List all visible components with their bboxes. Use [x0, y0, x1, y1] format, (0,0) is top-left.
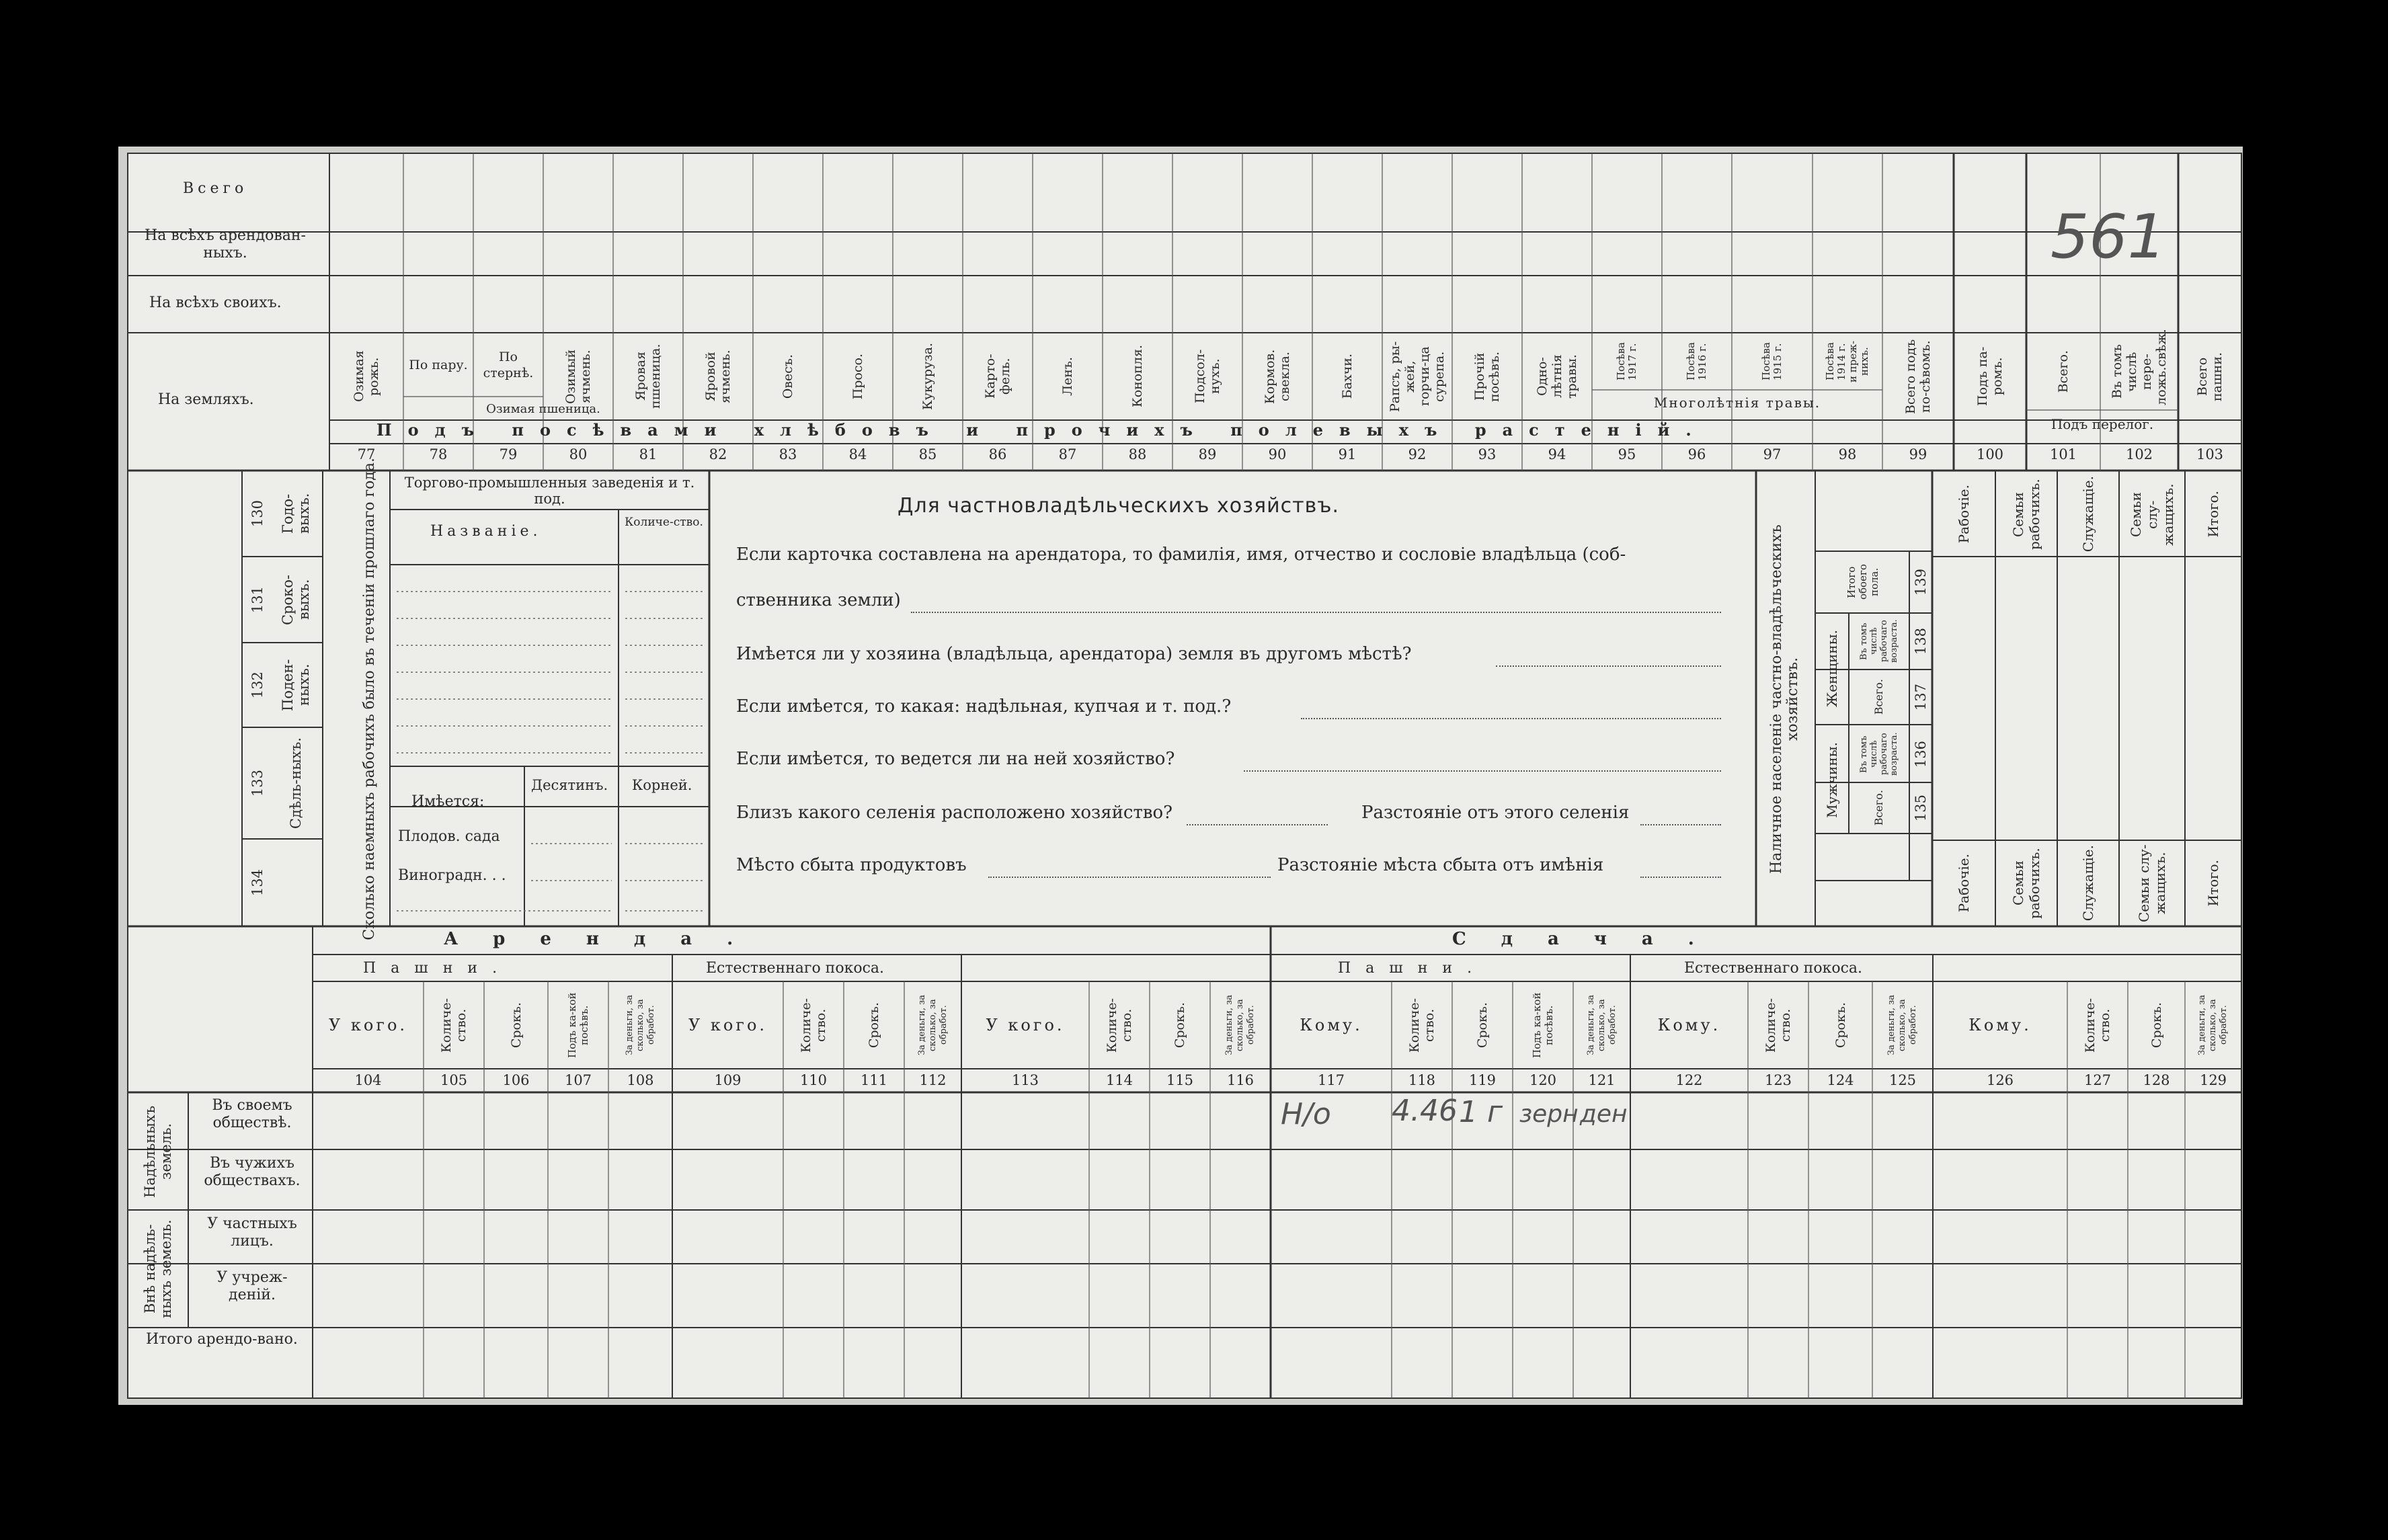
bottom-col-number-105: 105	[440, 1072, 468, 1088]
column-number-79: 79	[499, 446, 518, 462]
worker-label-131: Сроко-выхъ.	[280, 574, 312, 625]
handwritten-120: зерн	[1519, 1100, 1579, 1128]
column-label-88: Конопля.	[1130, 345, 1145, 408]
worker-label-132: Поден-ныхъ.	[280, 659, 312, 711]
question-land-type: Если имѣется, то какая: надѣльная, купчая и т. под.?	[736, 696, 1232, 717]
bottom-col-head-128	[2128, 983, 2185, 1067]
population-number-cell-137	[1911, 670, 1931, 725]
bottom-col-label-111: Срокъ.	[867, 1002, 881, 1049]
column-label-82: Яровой ячмень.	[703, 350, 733, 403]
column-number-78: 78	[429, 446, 448, 462]
column-number-86: 86	[988, 446, 1007, 462]
bottom-col-head-116	[1210, 983, 1271, 1067]
women-total: Всего.	[1872, 679, 1885, 715]
column-number-90: 90	[1268, 446, 1287, 462]
column-label-91: Бахчи.	[1340, 354, 1355, 399]
column-header-98	[1813, 336, 1882, 387]
orchard-label: Плодов. сада	[398, 828, 500, 845]
column-header-78	[403, 336, 473, 394]
group-fallow: Подъ перелог.	[2051, 416, 2154, 432]
column-label-86: Карто-фель.	[983, 354, 1012, 399]
vineyard-label: Виноградн. . .	[398, 867, 506, 884]
bottom-col-number-124: 124	[1827, 1072, 1854, 1088]
question-village: Близъ какого селенія расположено хозяйство?	[736, 803, 1173, 823]
bottom-col-number-106: 106	[502, 1072, 530, 1088]
bottom-col-label-113: У кого.	[986, 1016, 1065, 1035]
column-number-102: 102	[2125, 446, 2153, 462]
column-number-92: 92	[1408, 446, 1427, 462]
worker-number-133: 133	[249, 769, 266, 797]
bottom-col-number-116: 116	[1226, 1072, 1255, 1088]
population-number-135: 135	[1913, 794, 1929, 822]
row-label-total: Всего	[183, 180, 248, 197]
population-number-136: 136	[1913, 740, 1929, 768]
right-col-bottom-label-0: Рабочіе.	[1956, 854, 1972, 913]
arenda-pokos: Естественнаго покоса.	[706, 960, 885, 977]
column-header-94	[1522, 336, 1592, 417]
group-perennial-grasses: Многолѣтнія травы.	[1653, 395, 1821, 411]
question-farming: Если имѣется, то ведется ли на ней хозяйство?	[736, 749, 1175, 769]
column-header-99	[1882, 336, 1954, 417]
bottom-col-head-125	[1872, 983, 1933, 1067]
bottom-col-label-108: За деньги, за сколько, за обработ.	[624, 995, 656, 1056]
bottom-col-label-129: За деньги, за сколько, за обработ.	[2197, 995, 2229, 1056]
column-label-96: Посѣва 1916 г.	[1685, 342, 1708, 381]
bottom-col-number-114: 114	[1105, 1072, 1133, 1088]
handwritten-118: 4.46	[1392, 1094, 1458, 1128]
column-number-94: 94	[1548, 446, 1566, 462]
column-header-82	[683, 336, 753, 417]
bottom-col-label-105: Количе-ство.	[439, 998, 469, 1053]
worker-number-132: 132	[249, 671, 266, 699]
bottom-col-number-115: 115	[1166, 1072, 1194, 1088]
column-header-89	[1172, 336, 1242, 417]
right-col-bottom-label-4: Итого.	[2205, 860, 2221, 907]
bottom-col-label-121: За деньги, за сколько, за обработ.	[1585, 995, 1618, 1056]
column-label-79: По стернѣ.	[483, 350, 534, 380]
right-col-top-1	[1995, 474, 2057, 555]
worker-number-cell-132	[243, 643, 272, 727]
column-header-103	[2178, 336, 2241, 417]
column-label-81: Яровая пшеница.	[633, 343, 663, 409]
worker-number-134: 134	[249, 868, 266, 897]
question-market: Мѣсто сбыта продуктовъ	[736, 855, 967, 875]
bottom-col-head-124	[1808, 983, 1872, 1067]
bottom-col-head-129	[2185, 983, 2241, 1067]
column-label-100: Подъ па-ромъ.	[1975, 346, 2005, 407]
column-number-83: 83	[779, 446, 797, 462]
trade-name-header: Названіе.	[430, 523, 542, 540]
column-header-95	[1592, 336, 1662, 387]
right-col-bottom-label-1: Семьи рабочихъ.	[2010, 848, 2042, 919]
bottom-col-head-112	[904, 983, 961, 1067]
right-col-top-label-0: Рабочіе.	[1956, 485, 1972, 544]
bottom-col-label-115: Срокъ.	[1172, 1002, 1187, 1049]
column-label-102: Въ томъ числѣ пере-ложь.свѣж.	[2110, 329, 2169, 405]
bottom-col-number-113: 113	[1011, 1072, 1039, 1088]
bottom-col-label-127: Количе-ство.	[2083, 998, 2112, 1053]
column-label-90: Кормов. свекла.	[1263, 349, 1292, 404]
population-title: Наличное населеніе частно-владѣльческихъ хозяйствъ.	[1768, 524, 1801, 874]
right-col-bottom-0	[1932, 842, 1995, 925]
column-header-86	[963, 336, 1033, 417]
arenda-pashni: Пашни.	[363, 960, 512, 977]
desyatin-header: Десятинъ.	[531, 777, 608, 793]
nadel-label: Надѣльныхъ земель.	[142, 1104, 174, 1198]
row-other-communities: Въ чужихъ обществахъ.	[204, 1155, 301, 1189]
bottom-col-head-122	[1630, 983, 1748, 1067]
bottom-col-head-126	[1933, 983, 2067, 1067]
bottom-col-number-107: 107	[564, 1072, 592, 1088]
right-col-top-2	[2057, 474, 2119, 555]
bottom-col-head-127	[2067, 983, 2128, 1067]
right-col-bottom-label-2: Служащіе.	[2080, 845, 2096, 922]
column-label-92: Рапсъ, ры-жей, горчи-ца сурепа.	[1388, 341, 1447, 412]
bottom-col-label-107: Подъ ка-кой посѣвъ.	[566, 992, 590, 1058]
right-col-top-label-2: Служащіе.	[2080, 476, 2096, 553]
worker-label-133: Сдѣль-ныхъ.	[288, 737, 304, 829]
column-number-81: 81	[639, 446, 658, 462]
bottom-col-number-109: 109	[714, 1072, 742, 1088]
worker-number-130: 130	[249, 499, 266, 528]
bottom-col-number-125: 125	[1888, 1072, 1917, 1088]
bottom-col-head-117	[1271, 983, 1392, 1067]
row-label-own: На всѣхъ своихъ.	[149, 294, 282, 311]
population-number-cell-135	[1911, 782, 1931, 834]
handwritten-119: 1 г	[1459, 1095, 1503, 1129]
population-number-cell-136	[1911, 726, 1931, 782]
question-other-land: Имѣется ли у хозяина (владѣльца, арендатора) земля въ другомъ мѣстѣ?	[736, 644, 1412, 664]
bottom-col-head-113	[961, 983, 1089, 1067]
bottom-col-head-110	[783, 983, 844, 1067]
has-label: Имѣется:	[411, 793, 485, 810]
column-label-77: Озимая рожь.	[352, 350, 381, 403]
bottom-col-head-104	[313, 983, 424, 1067]
bottom-col-head-118	[1392, 983, 1452, 1067]
row-private-persons: У частныхъ лицъ.	[207, 1215, 297, 1250]
trade-qty-header: Количе-ство.	[625, 516, 703, 529]
bottom-col-head-119	[1452, 983, 1513, 1067]
column-label-85: Кукуруза.	[920, 342, 935, 410]
worker-number-131: 131	[249, 585, 266, 614]
population-number-139: 139	[1913, 568, 1929, 596]
sdacha-pokos: Естественнаго покоса.	[1684, 960, 1863, 977]
workers-question: Сколько наемныхъ рабочихъ было въ теченіи прошлаго года.	[361, 458, 378, 940]
row-label-rented: На всѣхъ арендован-ныхъ.	[145, 227, 306, 261]
bottom-col-number-123: 123	[1764, 1072, 1792, 1088]
column-label-93: Прочій посѣвъ.	[1472, 351, 1502, 402]
bottom-col-number-119: 119	[1468, 1072, 1497, 1088]
arenda-title: Аренда.	[444, 929, 768, 949]
population-number-cell-139	[1911, 551, 1931, 613]
column-number-99: 99	[1909, 446, 1927, 462]
bottom-col-number-117: 117	[1317, 1072, 1345, 1088]
bottom-col-head-115	[1150, 983, 1210, 1067]
worker-number-cell-133	[243, 727, 272, 839]
right-col-top-label-4: Итого.	[2205, 491, 2221, 538]
worker-type-130	[272, 471, 319, 557]
bottom-col-number-128: 128	[2143, 1072, 2170, 1088]
right-col-bottom-label-3: Семьи слу-жащихъ.	[2136, 844, 2168, 922]
women-working-age: Въ томъ числѣ рабочаго возраста.	[1859, 619, 1899, 663]
worker-type-133	[272, 727, 319, 839]
bottom-col-number-111: 111	[860, 1072, 888, 1088]
korney-header: Корней.	[632, 777, 692, 793]
bottom-col-number-110: 110	[799, 1072, 828, 1088]
column-header-91	[1312, 336, 1382, 417]
column-label-94: Одно-лѣтнія травы.	[1535, 354, 1579, 399]
column-label-84: Просо.	[850, 353, 865, 400]
question-owner-cont: ственника земли)	[736, 590, 901, 610]
bottom-col-label-125: За деньги, за сколько, за обработ.	[1886, 995, 1918, 1056]
bottom-col-label-126: Кому.	[1968, 1016, 2032, 1035]
column-number-77: 77	[357, 446, 376, 462]
right-col-top-0	[1932, 474, 1995, 555]
column-label-87: Ленъ.	[1060, 357, 1075, 396]
sdacha-pashni: Пашни.	[1338, 960, 1487, 977]
bottom-col-number-104: 104	[354, 1072, 382, 1088]
worker-number-cell-131	[243, 557, 272, 643]
row-own-community: Въ своемъ обществѣ.	[212, 1097, 292, 1131]
men-working-age: Въ томъ числѣ рабочаго возраста.	[1859, 732, 1899, 776]
both-sexes-total: Итого обоего пола.	[1845, 564, 1880, 600]
column-number-98: 98	[1838, 446, 1857, 462]
right-col-bottom-3	[2119, 842, 2185, 925]
column-number-87: 87	[1058, 446, 1077, 462]
group-winter-wheat: Озимая пшеница.	[486, 402, 600, 416]
right-col-bottom-4	[2185, 842, 2241, 925]
population-number-138: 138	[1913, 627, 1929, 655]
bottom-col-label-117: Кому.	[1300, 1016, 1363, 1035]
worker-number-cell-130	[243, 471, 272, 557]
handwritten-121: ден	[1580, 1100, 1628, 1128]
worker-type-131	[272, 557, 319, 643]
column-number-97: 97	[1763, 446, 1782, 462]
column-label-78: По пару.	[409, 358, 468, 372]
population-number-cell-138	[1911, 613, 1931, 670]
bottom-col-label-104: У кого.	[328, 1016, 408, 1035]
column-number-103: 103	[2196, 446, 2224, 462]
bottom-col-head-109	[672, 983, 783, 1067]
column-header-100	[1954, 336, 2026, 417]
page-number-stamp: 561	[2051, 202, 2166, 272]
right-col-top-label-1: Семьи рабочихъ.	[2010, 479, 2042, 550]
population-number-137: 137	[1913, 683, 1929, 711]
column-label-103: Всего пашни.	[2195, 352, 2225, 401]
bottom-col-label-128: Срокъ.	[2149, 1002, 2164, 1049]
column-number-84: 84	[848, 446, 867, 462]
bottom-col-number-129: 129	[2199, 1072, 2227, 1088]
column-number-96: 96	[1687, 446, 1706, 462]
bottom-col-label-112: За деньги, за сколько, за обработ.	[916, 995, 949, 1056]
right-col-bottom-2	[2057, 842, 2119, 925]
bottom-col-head-123	[1748, 983, 1808, 1067]
men-label: Мужчины.	[1824, 741, 1840, 818]
bottom-col-label-122: Кому.	[1657, 1016, 1721, 1035]
bottom-col-label-118: Количе-ство.	[1407, 998, 1437, 1053]
question-market-distance: Разстояніе мѣста сбыта отъ имѣнія	[1277, 855, 1604, 875]
column-header-85	[893, 336, 963, 417]
right-col-top-label-3: Семьи слу-жащихъ.	[2128, 483, 2176, 546]
right-col-top-3	[2119, 474, 2185, 555]
column-header-83	[753, 336, 823, 417]
handwritten-117: Н/о	[1281, 1097, 1331, 1131]
column-header-81	[613, 336, 683, 417]
bottom-col-head-106	[484, 983, 548, 1067]
column-label-83: Овесъ.	[781, 354, 795, 399]
column-header-92	[1382, 336, 1452, 417]
column-label-97: Посѣва 1915 г.	[1760, 342, 1784, 381]
column-label-80: Озимый ячмень.	[563, 349, 593, 404]
right-col-bottom-1	[1995, 842, 2057, 925]
column-label-89: Подсол-нухъ.	[1193, 349, 1222, 404]
column-header-101	[2026, 336, 2100, 407]
bottom-col-number-126: 126	[1986, 1072, 2014, 1088]
column-number-85: 85	[918, 446, 937, 462]
bottom-col-head-105	[424, 983, 484, 1067]
column-header-84	[823, 336, 893, 417]
row-total-rented: Итого арендо-вано.	[146, 1331, 298, 1348]
bottom-col-head-108	[608, 983, 672, 1067]
column-number-82: 82	[709, 446, 727, 462]
worker-type-132	[272, 643, 319, 727]
column-header-88	[1103, 336, 1172, 417]
bottom-col-number-127: 127	[2083, 1072, 2112, 1088]
worker-label-130: Годо-выхъ.	[280, 493, 312, 534]
bottom-col-label-124: Срокъ.	[1833, 1002, 1848, 1049]
column-label-99: Всего подъ по-сѣвомъ.	[1903, 339, 1933, 414]
bottom-col-label-106: Срокъ.	[508, 1002, 524, 1049]
bottom-col-head-107	[548, 983, 608, 1067]
right-col-top-4	[2185, 474, 2241, 555]
column-number-93: 93	[1478, 446, 1497, 462]
bottom-col-number-118: 118	[1408, 1072, 1436, 1088]
worker-type-134	[272, 839, 319, 926]
bottom-col-number-122: 122	[1675, 1072, 1703, 1088]
bottom-col-label-123: Количе-ство.	[1763, 998, 1793, 1053]
column-header-96	[1662, 336, 1732, 387]
column-number-100: 100	[1976, 446, 2004, 462]
bottom-col-label-120: Подъ ка-кой посѣвъ.	[1531, 992, 1555, 1058]
banner-sowings: Подъ посѣвами хлѣбовъ и прочихъ полевыхъ растеній.	[376, 420, 1708, 440]
bottom-col-number-108: 108	[627, 1072, 654, 1088]
women-label: Женщины.	[1824, 630, 1840, 708]
column-number-95: 95	[1618, 446, 1636, 462]
column-header-97	[1732, 336, 1813, 387]
column-number-88: 88	[1128, 446, 1147, 462]
column-number-80: 80	[569, 446, 588, 462]
bottom-col-number-112: 112	[919, 1072, 947, 1088]
row-institutions: У учреж-деній.	[216, 1269, 288, 1303]
vne-nadel-label: Внѣ надѣль-ныхъ земель.	[142, 1219, 174, 1318]
bottom-col-head-111	[844, 983, 904, 1067]
column-header-93	[1452, 336, 1522, 417]
column-label-98: Посѣва 1914 г. и преж-нихъ.	[1824, 340, 1870, 383]
bottom-col-label-109: У кого.	[688, 1016, 768, 1035]
bottom-col-head-114	[1089, 983, 1150, 1067]
column-header-77	[329, 336, 403, 417]
column-number-91: 91	[1338, 446, 1357, 462]
column-number-101: 101	[2049, 446, 2077, 462]
column-header-87	[1033, 336, 1103, 417]
bottom-col-label-119: Срокъ.	[1475, 1002, 1490, 1049]
column-header-90	[1242, 336, 1312, 417]
worker-number-cell-134	[243, 839, 272, 926]
men-total: Всего.	[1872, 790, 1885, 826]
question-village-distance: Разстояніе отъ этого селенія	[1361, 803, 1630, 823]
bottom-col-label-116: За деньги, за сколько, за обработ.	[1224, 995, 1256, 1056]
trade-title: Торгово-промышленныя заведенія и т. под.	[404, 475, 695, 507]
bottom-col-label-110: Количе-ство.	[799, 998, 828, 1053]
row-label-lands: На земляхъ.	[158, 391, 254, 408]
question-owner: Если карточка составлена на арендатора, то фамилія, имя, отчество и сословіе владѣльца (соб-	[736, 544, 1626, 565]
bottom-col-head-121	[1573, 983, 1630, 1067]
sdacha-title: Сдача.	[1452, 929, 1729, 949]
bottom-col-label-114: Количе-ство.	[1105, 998, 1134, 1053]
column-header-79	[473, 336, 543, 394]
column-label-95: Посѣва 1917 г.	[1615, 342, 1638, 381]
private-title: Для частновладѣльческихъ хозяйствъ.	[898, 494, 1340, 518]
bottom-col-number-120: 120	[1529, 1072, 1557, 1088]
column-label-101: Всего.	[2056, 350, 2071, 393]
column-number-89: 89	[1198, 446, 1217, 462]
bottom-col-number-121: 121	[1588, 1072, 1616, 1088]
bottom-col-head-120	[1513, 983, 1573, 1067]
column-header-102	[2100, 329, 2178, 407]
